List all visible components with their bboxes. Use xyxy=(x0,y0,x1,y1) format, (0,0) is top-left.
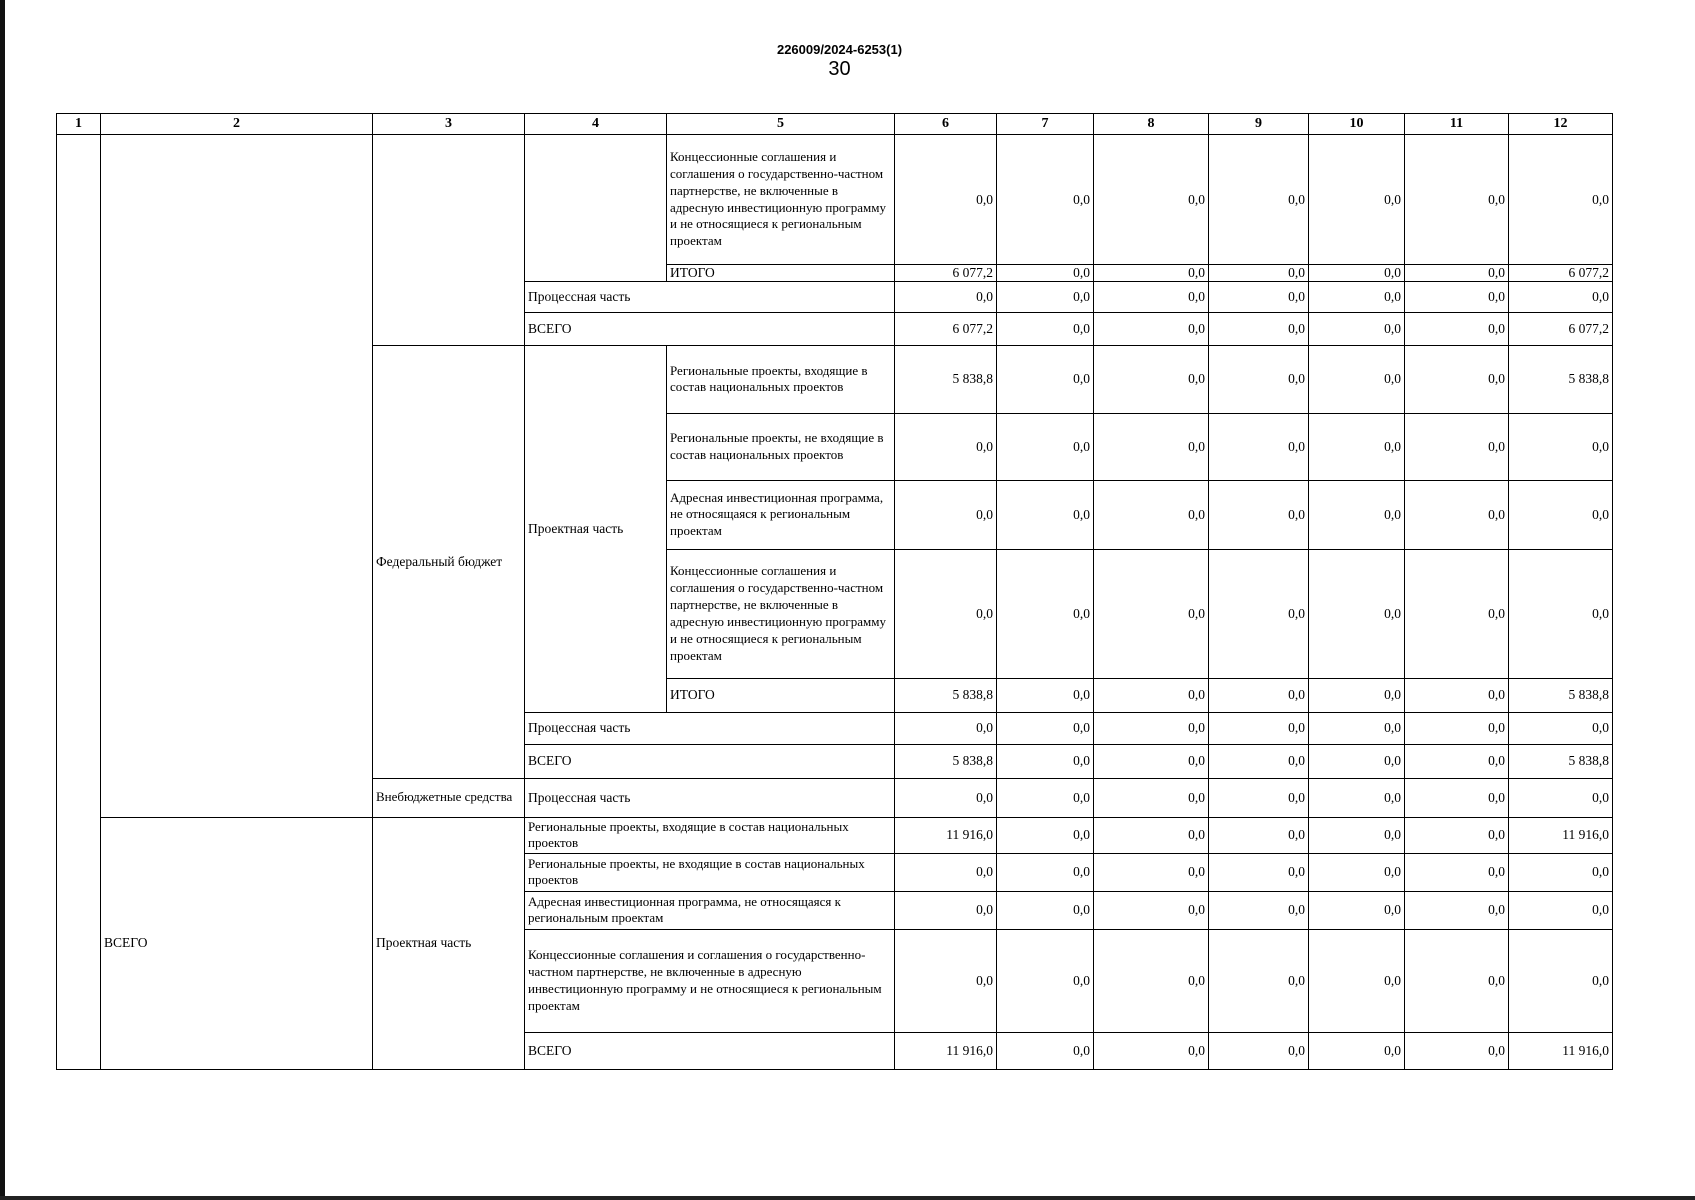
value-cell: 0,0 xyxy=(997,891,1094,929)
value-cell: 0,0 xyxy=(1309,929,1405,1032)
value-cell: 6 077,2 xyxy=(895,265,997,282)
value-cell: 0,0 xyxy=(1094,1032,1209,1069)
value-cell: 6 077,2 xyxy=(1509,312,1613,345)
value-cell: 0,0 xyxy=(1405,135,1509,265)
value-cell: 0,0 xyxy=(895,413,997,480)
table-row xyxy=(57,817,1613,853)
value-cell: 0,0 xyxy=(1309,345,1405,413)
value-cell: 0,0 xyxy=(1405,312,1509,345)
value-cell: 0,0 xyxy=(1509,135,1613,265)
line-label: ИТОГО xyxy=(667,265,895,282)
value-cell: 0,0 xyxy=(1405,744,1509,778)
line-label: Региональные проекты, входящие в состав национальных проектов xyxy=(667,345,895,413)
line-label: ВСЕГО xyxy=(525,744,895,778)
value-cell: 0,0 xyxy=(997,281,1094,312)
value-cell: 0,0 xyxy=(895,778,997,817)
value-cell: 0,0 xyxy=(1405,1032,1509,1069)
value-cell: 0,0 xyxy=(895,929,997,1032)
value-cell: 0,0 xyxy=(1094,265,1209,282)
col-header: 11 xyxy=(1405,114,1509,135)
value-cell: 0,0 xyxy=(1309,281,1405,312)
value-cell: 0,0 xyxy=(895,281,997,312)
value-cell: 0,0 xyxy=(1094,281,1209,312)
source-cell xyxy=(373,135,525,346)
value-cell: 0,0 xyxy=(1309,413,1405,480)
value-cell: 0,0 xyxy=(1094,480,1209,549)
value-cell: 0,0 xyxy=(1094,678,1209,712)
value-cell: 0,0 xyxy=(1094,345,1209,413)
value-cell: 0,0 xyxy=(997,744,1094,778)
value-cell: 0,0 xyxy=(1094,744,1209,778)
value-cell: 0,0 xyxy=(1309,712,1405,744)
value-cell: 11 916,0 xyxy=(1509,1032,1613,1069)
value-cell: 0,0 xyxy=(1094,549,1209,678)
value-cell: 0,0 xyxy=(1209,281,1309,312)
col-header: 3 xyxy=(373,114,525,135)
line-label: ВСЕГО xyxy=(525,312,895,345)
line-label: Адресная инвестиционная программа, не относящаяся к региональным проектам xyxy=(525,891,895,929)
line-label: Процессная часть xyxy=(525,712,895,744)
value-cell: 0,0 xyxy=(1405,853,1509,891)
value-cell: 0,0 xyxy=(1509,929,1613,1032)
value-cell: 5 838,8 xyxy=(895,744,997,778)
value-cell: 0,0 xyxy=(997,413,1094,480)
value-cell: 0,0 xyxy=(1309,480,1405,549)
value-cell: 0,0 xyxy=(1509,853,1613,891)
value-cell: 0,0 xyxy=(1209,929,1309,1032)
col1-cell xyxy=(57,135,101,1070)
value-cell: 0,0 xyxy=(1309,312,1405,345)
value-cell: 0,0 xyxy=(997,712,1094,744)
source-label: Внебюджетные средства xyxy=(373,778,525,817)
value-cell: 0,0 xyxy=(1094,817,1209,853)
value-cell: 0,0 xyxy=(1094,135,1209,265)
value-cell: 0,0 xyxy=(1405,929,1509,1032)
value-cell: 0,0 xyxy=(1405,480,1509,549)
line-label: Концессионные соглашения и соглашения о государственно-частном партнерстве, не включенные в адресную инвестиционную программу и не относящиеся к региональным проектам xyxy=(667,135,895,265)
page-number: 30 xyxy=(828,58,851,80)
line-label: Региональные проекты, входящие в состав национальных проектов xyxy=(525,817,895,853)
col-header: 9 xyxy=(1209,114,1309,135)
line-label: Процессная часть xyxy=(525,281,895,312)
value-cell: 0,0 xyxy=(997,678,1094,712)
value-cell: 0,0 xyxy=(895,891,997,929)
source-label: Федеральный бюджет xyxy=(373,345,525,778)
value-cell: 0,0 xyxy=(997,549,1094,678)
value-cell: 0,0 xyxy=(895,549,997,678)
line-label: Процессная часть xyxy=(525,778,895,817)
scan-edge-bottom xyxy=(0,1196,1695,1200)
value-cell: 0,0 xyxy=(1509,413,1613,480)
value-cell: 0,0 xyxy=(1509,549,1613,678)
value-cell: 0,0 xyxy=(1309,817,1405,853)
value-cell: 6 077,2 xyxy=(1509,265,1613,282)
value-cell: 0,0 xyxy=(1209,413,1309,480)
value-cell: 0,0 xyxy=(1405,281,1509,312)
line-label: Региональные проекты, не входящие в состав национальных проектов xyxy=(525,853,895,891)
value-cell: 0,0 xyxy=(1309,1032,1405,1069)
value-cell: 0,0 xyxy=(1094,778,1209,817)
value-cell: 0,0 xyxy=(895,480,997,549)
value-cell: 0,0 xyxy=(997,929,1094,1032)
value-cell: 0,0 xyxy=(1509,281,1613,312)
part-cell xyxy=(525,135,667,282)
col-header: 8 xyxy=(1094,114,1209,135)
value-cell: 0,0 xyxy=(997,853,1094,891)
value-cell: 11 916,0 xyxy=(895,1032,997,1069)
value-cell: 6 077,2 xyxy=(895,312,997,345)
value-cell: 0,0 xyxy=(1309,853,1405,891)
value-cell: 0,0 xyxy=(997,1032,1094,1069)
value-cell: 0,0 xyxy=(997,312,1094,345)
value-cell: 0,0 xyxy=(1094,929,1209,1032)
value-cell: 0,0 xyxy=(1209,345,1309,413)
column-number-row xyxy=(57,114,1613,135)
total-label: ВСЕГО xyxy=(101,817,373,1069)
value-cell: 0,0 xyxy=(1405,891,1509,929)
value-cell: 0,0 xyxy=(1309,744,1405,778)
value-cell: 0,0 xyxy=(1209,265,1309,282)
value-cell: 0,0 xyxy=(1209,678,1309,712)
line-label: Концессионные соглашения и соглашения о государственно-частном партнерстве, не включенные в адресную инвестиционную программу и не относящиеся к региональным проектам xyxy=(525,929,895,1032)
col-header: 4 xyxy=(525,114,667,135)
value-cell: 0,0 xyxy=(1209,549,1309,678)
value-cell: 5 838,8 xyxy=(895,345,997,413)
value-cell: 0,0 xyxy=(1209,480,1309,549)
value-cell: 0,0 xyxy=(1094,712,1209,744)
value-cell: 0,0 xyxy=(997,265,1094,282)
col-header: 6 xyxy=(895,114,997,135)
value-cell: 5 838,8 xyxy=(1509,678,1613,712)
value-cell: 0,0 xyxy=(1309,891,1405,929)
col2-cell xyxy=(101,135,373,818)
value-cell: 5 838,8 xyxy=(1509,345,1613,413)
col-header: 2 xyxy=(101,114,373,135)
value-cell: 0,0 xyxy=(1405,345,1509,413)
value-cell: 0,0 xyxy=(1094,413,1209,480)
value-cell: 0,0 xyxy=(1405,678,1509,712)
value-cell: 0,0 xyxy=(1209,312,1309,345)
document-id: 226009/2024-6253(1) xyxy=(776,42,903,57)
value-cell: 0,0 xyxy=(1405,817,1509,853)
value-cell: 0,0 xyxy=(1405,778,1509,817)
value-cell: 0,0 xyxy=(1309,778,1405,817)
value-cell: 0,0 xyxy=(1209,817,1309,853)
value-cell: 0,0 xyxy=(1209,778,1309,817)
value-cell: 0,0 xyxy=(1094,853,1209,891)
value-cell: 0,0 xyxy=(1209,853,1309,891)
col-header: 1 xyxy=(57,114,101,135)
value-cell: 0,0 xyxy=(1405,549,1509,678)
value-cell: 11 916,0 xyxy=(895,817,997,853)
line-label: ВСЕГО xyxy=(525,1032,895,1069)
line-label: Адресная инвестиционная программа, не относящаяся к региональным проектам xyxy=(667,480,895,549)
value-cell: 0,0 xyxy=(1509,712,1613,744)
col-header: 10 xyxy=(1309,114,1405,135)
value-cell: 0,0 xyxy=(1509,778,1613,817)
scan-edge-left xyxy=(0,0,5,1200)
value-cell: 0,0 xyxy=(997,480,1094,549)
value-cell: 0,0 xyxy=(1509,891,1613,929)
value-cell: 11 916,0 xyxy=(1509,817,1613,853)
value-cell: 0,0 xyxy=(997,345,1094,413)
value-cell: 5 838,8 xyxy=(1509,744,1613,778)
value-cell: 0,0 xyxy=(997,135,1094,265)
table-row xyxy=(57,135,1613,265)
col-header: 7 xyxy=(997,114,1094,135)
line-label: ИТОГО xyxy=(667,678,895,712)
value-cell: 0,0 xyxy=(1209,135,1309,265)
value-cell: 0,0 xyxy=(1509,480,1613,549)
value-cell: 0,0 xyxy=(1309,135,1405,265)
col-header: 5 xyxy=(667,114,895,135)
col-header: 12 xyxy=(1509,114,1613,135)
part-label: Проектная часть xyxy=(525,345,667,712)
value-cell: 0,0 xyxy=(1209,744,1309,778)
line-label: Региональные проекты, не входящие в состав национальных проектов xyxy=(667,413,895,480)
value-cell: 0,0 xyxy=(1209,1032,1309,1069)
value-cell: 0,0 xyxy=(1309,549,1405,678)
value-cell: 0,0 xyxy=(1405,712,1509,744)
value-cell: 0,0 xyxy=(1094,312,1209,345)
value-cell: 0,0 xyxy=(1094,891,1209,929)
value-cell: 0,0 xyxy=(997,817,1094,853)
value-cell: 5 838,8 xyxy=(895,678,997,712)
budget-table xyxy=(56,113,1613,1070)
value-cell: 0,0 xyxy=(895,853,997,891)
value-cell: 0,0 xyxy=(1209,712,1309,744)
value-cell: 0,0 xyxy=(895,135,997,265)
value-cell: 0,0 xyxy=(1405,413,1509,480)
line-label: Концессионные соглашения и соглашения о государственно-частном партнерстве, не включенные в адресную инвестиционную программу и не относящиеся к региональным проектам xyxy=(667,549,895,678)
value-cell: 0,0 xyxy=(1309,678,1405,712)
value-cell: 0,0 xyxy=(1405,265,1509,282)
value-cell: 0,0 xyxy=(997,778,1094,817)
value-cell: 0,0 xyxy=(895,712,997,744)
part-label: Проектная часть xyxy=(373,817,525,1069)
value-cell: 0,0 xyxy=(1309,265,1405,282)
value-cell: 0,0 xyxy=(1209,891,1309,929)
